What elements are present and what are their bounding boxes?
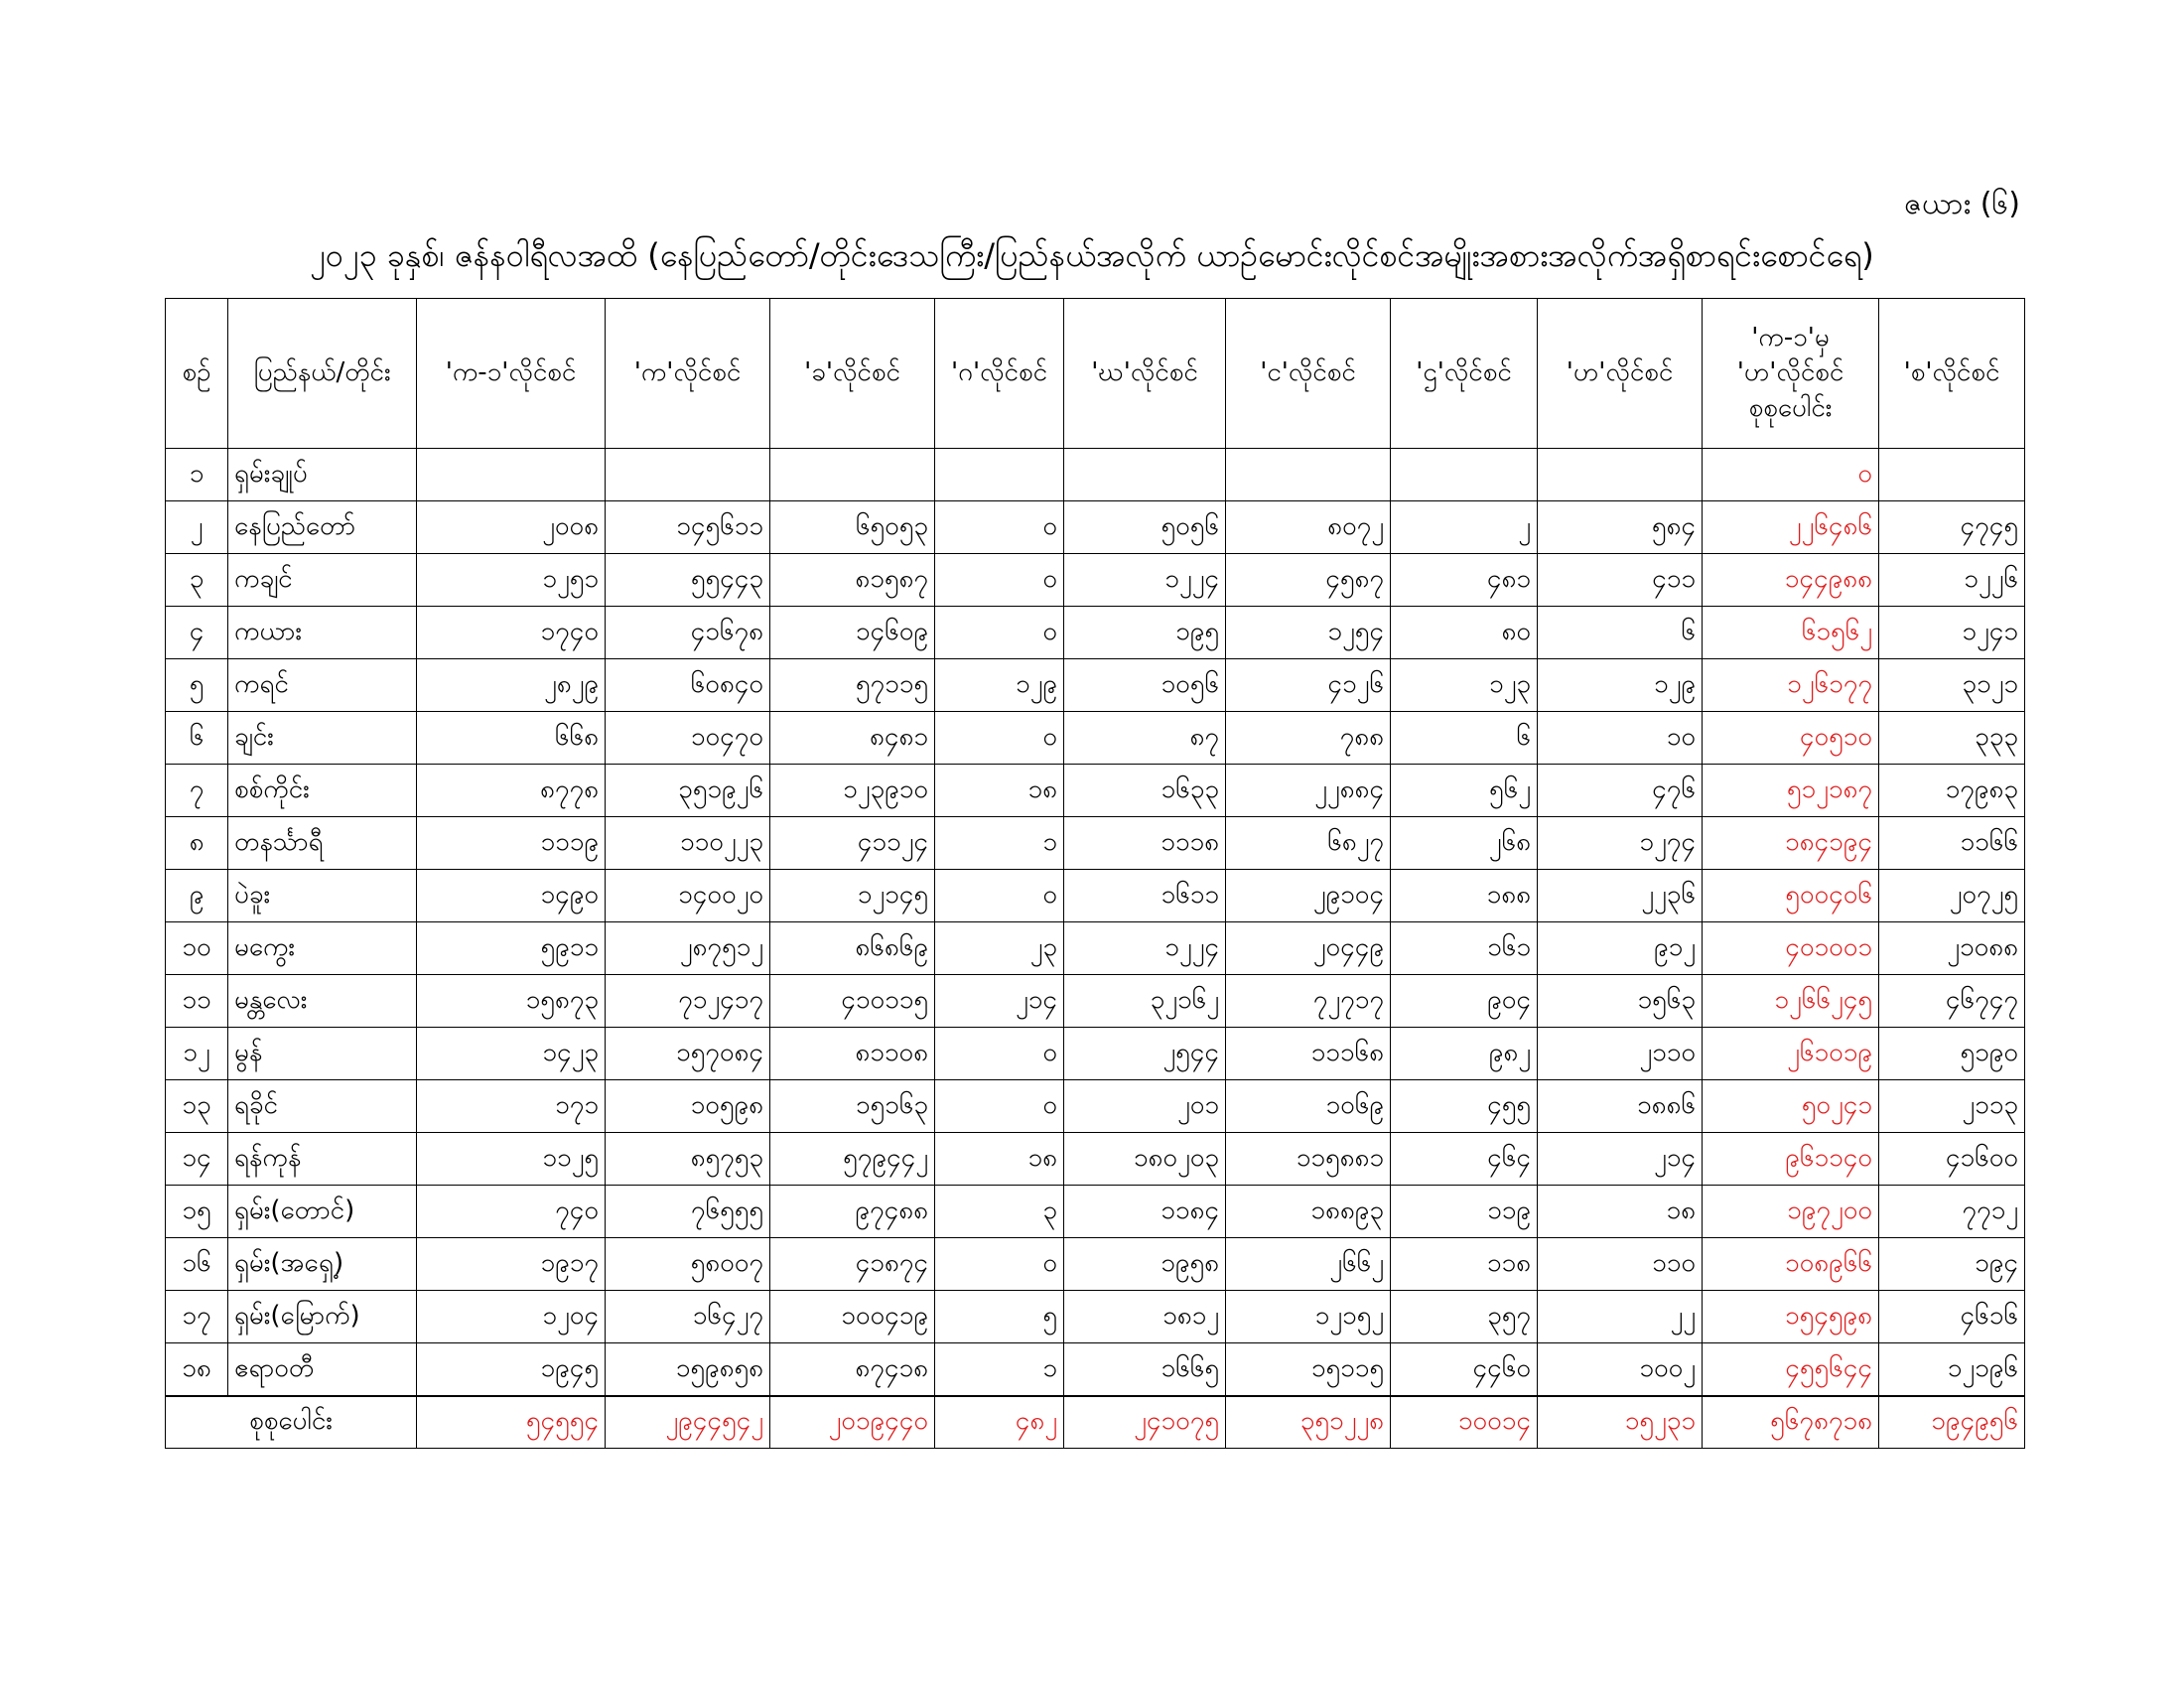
license-count-cell: ၁၁၅၈၈၁ [1226, 1133, 1391, 1186]
license-count-cell: ၁၈၈ [1391, 870, 1538, 922]
license-count-cell: ၇၈၈ [1226, 712, 1391, 765]
license-count-cell: ၄၇၆ [1538, 765, 1703, 817]
license-count-cell: ၁၈၀၂၀၃ [1064, 1133, 1226, 1186]
license-count-cell: ၂၉၁၀၄ [1226, 870, 1391, 922]
license-count-cell: ၂၀၀၈ [417, 501, 606, 554]
license-count-cell: ၉၀၄ [1391, 975, 1538, 1028]
license-count-cell [935, 449, 1064, 501]
region-name: ကယား [228, 607, 417, 659]
license-count-cell: ၁၇၉၈၃ [1879, 765, 2025, 817]
license-count-cell: ၈၄၈၁ [770, 712, 935, 765]
license-count-cell [606, 449, 770, 501]
license-count-cell: ၁၈၁၂ [1064, 1291, 1226, 1343]
license-count-cell: ၁၁၈ [1391, 1238, 1538, 1291]
license-count-cell: ၈၇၇၈ [417, 765, 606, 817]
table-row [166, 1238, 2025, 1291]
license-count-cell: ၁၇၄၀ [417, 607, 606, 659]
region-name: ရှမ်းချုပ် [228, 449, 417, 501]
license-count-cell: ၂၈၇၅၁၂ [606, 922, 770, 975]
table-row [166, 1291, 2025, 1343]
table-row [166, 1028, 2025, 1080]
table-row [166, 501, 2025, 554]
subtotal-cell: ၁၈၄၁၉၄ [1703, 817, 1879, 870]
license-count-cell: ၁၀၀၂ [1538, 1343, 1703, 1397]
total-row [166, 1396, 2025, 1449]
row-number: ၇ [166, 765, 228, 817]
subtotal-cell: ၆၁၅၆၂ [1703, 607, 1879, 659]
license-count-cell: ၅၀၅၆ [1064, 501, 1226, 554]
row-number: ၁ [166, 449, 228, 501]
license-count-cell: ၁၁၁၆၈ [1226, 1028, 1391, 1080]
subtotal-cell: ၁၅၄၅၉၈ [1703, 1291, 1879, 1343]
license-count-cell: ၇၂၇၁၇ [1226, 975, 1391, 1028]
license-count-cell [417, 449, 606, 501]
license-count-cell: ၄၅၈၇ [1226, 554, 1391, 607]
license-count-cell: ၄၆၄ [1391, 1133, 1538, 1186]
license-count-cell: ၁၅၉၈၅၈ [606, 1343, 770, 1397]
license-count-cell: ၃၅၁၉၂၆ [606, 765, 770, 817]
total-value: ၂၉၄၄၅၄၂ [606, 1396, 770, 1449]
license-count-cell: ၁ [935, 1343, 1064, 1397]
license-count-cell: ၈၆၈၆၉ [770, 922, 935, 975]
col-header-sa: 'စ'လိုင်စင် [1879, 299, 2025, 449]
row-number: ၁၈ [166, 1343, 228, 1397]
license-count-cell: ၉၇၄၈၈ [770, 1186, 935, 1238]
license-count-cell: ၄၁၆၇၈ [606, 607, 770, 659]
license-count-cell: ၂၀၄၄၉ [1226, 922, 1391, 975]
license-count-cell: ၈၁၁၀၈ [770, 1028, 935, 1080]
region-name: ရှမ်း(အရှေ့) [228, 1238, 417, 1291]
license-count-cell: ၀ [935, 1238, 1064, 1291]
subtotal-cell: ၁၂၆၁၇၇ [1703, 659, 1879, 712]
license-count-cell: ၄၈၁ [1391, 554, 1538, 607]
table-row [166, 607, 2025, 659]
license-count-cell: ၅၆၂ [1391, 765, 1538, 817]
row-number: ၁၂ [166, 1028, 228, 1080]
license-count-cell: ၂ [1391, 501, 1538, 554]
license-count-cell: ၆ [1391, 712, 1538, 765]
license-count-cell: ၁၂၁၅၂ [1226, 1291, 1391, 1343]
license-count-cell: ၀ [935, 712, 1064, 765]
license-count-cell: ၁၀၅၆ [1064, 659, 1226, 712]
license-count-cell: ၁၈၈၉၃ [1226, 1186, 1391, 1238]
license-count-cell [1391, 449, 1538, 501]
page-title: ၂၀၂၃ ခုနှစ်၊ ဇန်နဝါရီလအထိ (နေပြည်တော်/တိုင်းဒေသကြီး/ပြည်နယ်အလိုက် ယာဉ်မောင်းလိုင်စင်အမျိုးအစားအလိုက်အရှိစာရင်းစောင်ရေ) [310, 236, 1874, 274]
row-number: ၁၇ [166, 1291, 228, 1343]
license-count-cell: ၄၆၇၄၇ [1879, 975, 2025, 1028]
col-header-gha: 'ဃ'လိုင်စင် [1064, 299, 1226, 449]
license-count-cell: ၅၈၀၀၇ [606, 1238, 770, 1291]
total-value: ၄၈၂ [935, 1396, 1064, 1449]
license-count-cell: ၁ [935, 817, 1064, 870]
region-name: ရှမ်း(တောင်) [228, 1186, 417, 1238]
license-count-cell: ၁၁၁၉ [417, 817, 606, 870]
license-count-cell: ၁၁၈၄ [1064, 1186, 1226, 1238]
license-count-cell: ၇၆၅၅၅ [606, 1186, 770, 1238]
license-count-cell: ၁၂၀၄ [417, 1291, 606, 1343]
license-count-cell: ၂၂ [1538, 1291, 1703, 1343]
subtotal-cell: ၀ [1703, 449, 1879, 501]
license-count-cell: ၁၉၅ [1064, 607, 1226, 659]
license-count-cell: ၁၈၈၆ [1538, 1080, 1703, 1133]
license-count-cell: ၁၁၂၅ [417, 1133, 606, 1186]
license-count-cell: ၁၉၄၅ [417, 1343, 606, 1397]
license-count-cell: ၂၁၄ [1538, 1133, 1703, 1186]
table-row [166, 712, 2025, 765]
license-count-cell: ၃၅၇ [1391, 1291, 1538, 1343]
col-header-no: စဉ် [166, 299, 228, 449]
license-count-cell: ၈၇၄၁၈ [770, 1343, 935, 1397]
license-count-cell: ၁၂၂၄ [1064, 922, 1226, 975]
row-number: ၄ [166, 607, 228, 659]
license-count-cell: ၁၂၃၉၁၀ [770, 765, 935, 817]
license-count-cell: ၄၄၆၀ [1391, 1343, 1538, 1397]
row-number: ၃ [166, 554, 228, 607]
license-count-cell: ၁၂၅၄ [1226, 607, 1391, 659]
license-count-cell: ၅၁၉၀ [1879, 1028, 2025, 1080]
license-count-cell: ၁၆၆၅ [1064, 1343, 1226, 1397]
license-count-cell: ၁၈ [935, 1133, 1064, 1186]
region-name: ရခိုင် [228, 1080, 417, 1133]
license-count-cell: ၄၁၁ [1538, 554, 1703, 607]
license-count-cell: ၁၈ [1538, 1186, 1703, 1238]
license-count-cell: ၁၂၇၄ [1538, 817, 1703, 870]
license-count-cell: ၁၉၅၈ [1064, 1238, 1226, 1291]
license-count-cell: ၂၀၁ [1064, 1080, 1226, 1133]
total-label: စုစုပေါင်း [166, 1396, 417, 1449]
total-value: ၃၅၁၂၂၈ [1226, 1396, 1391, 1449]
license-count-cell: ၂၀၇၂၅ [1879, 870, 2025, 922]
license-count-cell: ၆ [1538, 607, 1703, 659]
license-count-cell: ၇၇၁၂ [1879, 1186, 2025, 1238]
region-name: စစ်ကိုင်း [228, 765, 417, 817]
license-count-cell: ၂၁၄ [935, 975, 1064, 1028]
region-name: မွန် [228, 1028, 417, 1080]
license-count-cell: ၁၅၁၁၅ [1226, 1343, 1391, 1397]
license-count-cell: ၄၁၂၆ [1226, 659, 1391, 712]
license-count-cell: ၀ [935, 607, 1064, 659]
region-name: ကချင် [228, 554, 417, 607]
row-number: ၁၆ [166, 1238, 228, 1291]
region-name: ရှမ်း(မြောက်) [228, 1291, 417, 1343]
row-number: ၁၁ [166, 975, 228, 1028]
license-count-cell: ၄၁၆၀၀ [1879, 1133, 2025, 1186]
row-number: ၂ [166, 501, 228, 554]
subtotal-cell: ၅၀၀၄၀၆ [1703, 870, 1879, 922]
region-name: ဧရာဝတီ [228, 1343, 417, 1397]
license-count-cell: ၀ [935, 554, 1064, 607]
license-count-cell: ၃၂၁၆၂ [1064, 975, 1226, 1028]
license-count-cell: ၁၂၁၄၅ [770, 870, 935, 922]
license-count-cell: ၄၁၁၂၄ [770, 817, 935, 870]
license-count-cell: ၄၇၄၅ [1879, 501, 2025, 554]
subtotal-cell: ၁၀၈၉၆၆ [1703, 1238, 1879, 1291]
region-name: ရန်ကုန် [228, 1133, 417, 1186]
table-row [166, 1343, 2025, 1397]
license-count-cell: ၁၂၂၄ [1064, 554, 1226, 607]
table-row [166, 1080, 2025, 1133]
license-count-cell: ၁၅၈၇၃ [417, 975, 606, 1028]
table-row [166, 1133, 2025, 1186]
subtotal-cell: ၂၆၁၀၁၉ [1703, 1028, 1879, 1080]
license-count-cell: ၂၆၆၂ [1226, 1238, 1391, 1291]
subtotal-cell: ၁၂၆၆၂၄၅ [1703, 975, 1879, 1028]
license-count-cell: ၁၁၀၂၂၃ [606, 817, 770, 870]
total-value: ၅၄၅၅၄ [417, 1396, 606, 1449]
license-count-cell: ၈၅၇၅၃ [606, 1133, 770, 1186]
row-number: ၁၄ [166, 1133, 228, 1186]
license-count-cell: ၁၄၀၀၂၀ [606, 870, 770, 922]
total-value: ၂၀၁၉၄၄၀ [770, 1396, 935, 1449]
license-count-cell [1064, 449, 1226, 501]
license-count-cell: ၁၈ [935, 765, 1064, 817]
license-count-cell: ၁၂၂၆ [1879, 554, 2025, 607]
table-row [166, 659, 2025, 712]
license-count-cell: ၁၂၅၁ [417, 554, 606, 607]
license-count-cell: ၂၁၁၀ [1538, 1028, 1703, 1080]
total-value: ၅၆၇၈၇၁၈ [1703, 1396, 1879, 1449]
license-count-cell: ၅၉၁၁ [417, 922, 606, 975]
col-header-nga: 'င'လိုင်စင် [1226, 299, 1391, 449]
col-header-kha: 'ခ'လိုင်စင် [770, 299, 935, 449]
row-number: ၁၅ [166, 1186, 228, 1238]
license-count-cell: ၁၆၁၁ [1064, 870, 1226, 922]
license-count-cell: ၂၁၁၃ [1879, 1080, 2025, 1133]
subtotal-cell: ၄၀၅၁၀ [1703, 712, 1879, 765]
license-count-cell: ၁၇၁ [417, 1080, 606, 1133]
row-number: ၆ [166, 712, 228, 765]
license-count-cell: ၀ [935, 501, 1064, 554]
license-count-cell: ၃၁၂၁ [1879, 659, 2025, 712]
license-count-cell [1226, 449, 1391, 501]
license-count-cell: ၂၂၈၈၄ [1226, 765, 1391, 817]
license-count-cell: ၁၁၉ [1391, 1186, 1538, 1238]
license-count-cell: ၁၁၆၆ [1879, 817, 2025, 870]
license-count-cell: ၁၀ [1538, 712, 1703, 765]
col-header-region: ပြည်နယ်/တိုင်း [228, 299, 417, 449]
license-count-cell: ၁၀၀၄၁၉ [770, 1291, 935, 1343]
col-header-ga: 'ဂ'လိုင်စင် [935, 299, 1064, 449]
total-value: ၂၄၁၀၇၅ [1064, 1396, 1226, 1449]
row-number: ၉ [166, 870, 228, 922]
license-count-cell: ၅၅၄၄၃ [606, 554, 770, 607]
license-count-cell: ၁၅၇၀၈၄ [606, 1028, 770, 1080]
col-header-subtotal: 'က-၁'မှ 'ဟ'လိုင်စင် စုစုပေါင်း [1703, 299, 1879, 449]
license-count-cell: ၁၁၁၈ [1064, 817, 1226, 870]
subtotal-cell: ၉၆၁၁၄၀ [1703, 1133, 1879, 1186]
license-count-cell: ၈၁၅၈၇ [770, 554, 935, 607]
license-count-cell: ၆၆၈ [417, 712, 606, 765]
license-count-cell: ၁၂၄၁ [1879, 607, 2025, 659]
region-name: နေပြည်တော် [228, 501, 417, 554]
license-count-cell: ၅ [935, 1291, 1064, 1343]
license-count-cell: ၀ [935, 1028, 1064, 1080]
license-count-cell: ၁၁၀ [1538, 1238, 1703, 1291]
license-count-cell: ၂၂၃၆ [1538, 870, 1703, 922]
license-count-cell: ၁၂၉ [935, 659, 1064, 712]
table-row [166, 1186, 2025, 1238]
license-count-cell: ၁၄၆၀၉ [770, 607, 935, 659]
license-count-cell [770, 449, 935, 501]
subtotal-cell: ၁၉၇၂၀၀ [1703, 1186, 1879, 1238]
subtotal-cell: ၂၂၆၄၈၆ [1703, 501, 1879, 554]
license-count-cell: ၁၀၄၇၀ [606, 712, 770, 765]
license-count-cell: ၃၃၃ [1879, 712, 2025, 765]
license-count-cell: ၆၀၈၄၀ [606, 659, 770, 712]
license-count-cell: ၀ [935, 1080, 1064, 1133]
license-count-cell: ၄၅၅ [1391, 1080, 1538, 1133]
license-count-cell: ၈၀၇၂ [1226, 501, 1391, 554]
license-count-cell: ၇၄၀ [417, 1186, 606, 1238]
license-count-cell: ၉၁၂ [1538, 922, 1703, 975]
license-count-cell: ၂၈၂၉ [417, 659, 606, 712]
table-row [166, 922, 2025, 975]
col-header-ka: 'က'လိုင်စင် [606, 299, 770, 449]
license-count-cell: ၂၅၄၄ [1064, 1028, 1226, 1080]
license-count-cell: ၁၆၁ [1391, 922, 1538, 975]
license-count-cell: ၄၁၈၇၄ [770, 1238, 935, 1291]
license-count-cell: ၁၀၆၉ [1226, 1080, 1391, 1133]
table-row [166, 765, 2025, 817]
table-row [166, 449, 2025, 501]
license-count-cell: ၀ [935, 870, 1064, 922]
license-count-cell: ၁၉၁၇ [417, 1238, 606, 1291]
license-count-cell: ၁၆၃၃ [1064, 765, 1226, 817]
license-count-cell: ၆၈၂၇ [1226, 817, 1391, 870]
header-row [166, 299, 2025, 449]
license-count-cell [1879, 449, 2025, 501]
region-name: မကွေး [228, 922, 417, 975]
region-name: ပဲခူး [228, 870, 417, 922]
license-count-cell: ၁၂၃ [1391, 659, 1538, 712]
col-header-ka1: 'က-၁'လိုင်စင် [417, 299, 606, 449]
table-reference: ဇယား (၆) [1904, 187, 2020, 221]
license-count-cell: ၁၉၄ [1879, 1238, 2025, 1291]
license-table [165, 298, 2025, 1449]
license-count-cell: ၁၀၅၉၈ [606, 1080, 770, 1133]
license-count-cell: ၈၀ [1391, 607, 1538, 659]
license-count-cell: ၁၅၆၃ [1538, 975, 1703, 1028]
license-count-cell: ၅၇၁၁၅ [770, 659, 935, 712]
license-count-cell: ၁၄၉၀ [417, 870, 606, 922]
license-count-cell: ၁၂၉ [1538, 659, 1703, 712]
region-name: မန္တလေး [228, 975, 417, 1028]
license-count-cell: ၄၆၁၆ [1879, 1291, 2025, 1343]
subtotal-cell: ၅၀၂၄၁ [1703, 1080, 1879, 1133]
license-count-cell: ၁၂၁၉၆ [1879, 1343, 2025, 1397]
subtotal-cell: ၄၀၁၀၀၁ [1703, 922, 1879, 975]
license-count-cell: ၉၈၂ [1391, 1028, 1538, 1080]
table-row [166, 817, 2025, 870]
license-count-cell [1538, 449, 1703, 501]
license-count-cell: ၅၈၄ [1538, 501, 1703, 554]
region-name: ကရင် [228, 659, 417, 712]
region-name: တနင်္သာရီ [228, 817, 417, 870]
license-count-cell: ၁၄၅၆၁၁ [606, 501, 770, 554]
total-value: ၁၀၀၁၄ [1391, 1396, 1538, 1449]
row-number: ၁၃ [166, 1080, 228, 1133]
subtotal-cell: ၄၅၅၆၄၄ [1703, 1343, 1879, 1397]
total-value: ၁၉၄၉၅၆ [1879, 1396, 2025, 1449]
total-value: ၁၅၂၃၁ [1538, 1396, 1703, 1449]
license-count-cell: ၂၆၈ [1391, 817, 1538, 870]
license-count-cell: ၆၅၀၅၃ [770, 501, 935, 554]
license-count-cell: ၈၇ [1064, 712, 1226, 765]
subtotal-cell: ၅၁၂၁၈၇ [1703, 765, 1879, 817]
col-header-ttha: 'ဌ'လိုင်စင် [1391, 299, 1538, 449]
region-name: ချင်း [228, 712, 417, 765]
row-number: ၈ [166, 817, 228, 870]
license-count-cell: ၁၄၂၃ [417, 1028, 606, 1080]
subtotal-cell: ၁၄၄၉၈၈ [1703, 554, 1879, 607]
table-row [166, 870, 2025, 922]
license-count-cell: ၅၇၉၄၄၂ [770, 1133, 935, 1186]
license-count-cell: ၂၃ [935, 922, 1064, 975]
license-count-cell: ၁၅၁၆၃ [770, 1080, 935, 1133]
license-count-cell: ၄၁၀၁၁၅ [770, 975, 935, 1028]
license-count-cell: ၁၆၄၂၇ [606, 1291, 770, 1343]
license-count-cell: ၂၁၀၈၈ [1879, 922, 2025, 975]
col-header-ha: 'ဟ'လိုင်စင် [1538, 299, 1703, 449]
table-row [166, 975, 2025, 1028]
table-body [166, 449, 2025, 1449]
row-number: ၅ [166, 659, 228, 712]
license-count-cell: ၇၁၂၄၁၇ [606, 975, 770, 1028]
license-count-cell: ၃ [935, 1186, 1064, 1238]
table-row [166, 554, 2025, 607]
row-number: ၁၀ [166, 922, 228, 975]
